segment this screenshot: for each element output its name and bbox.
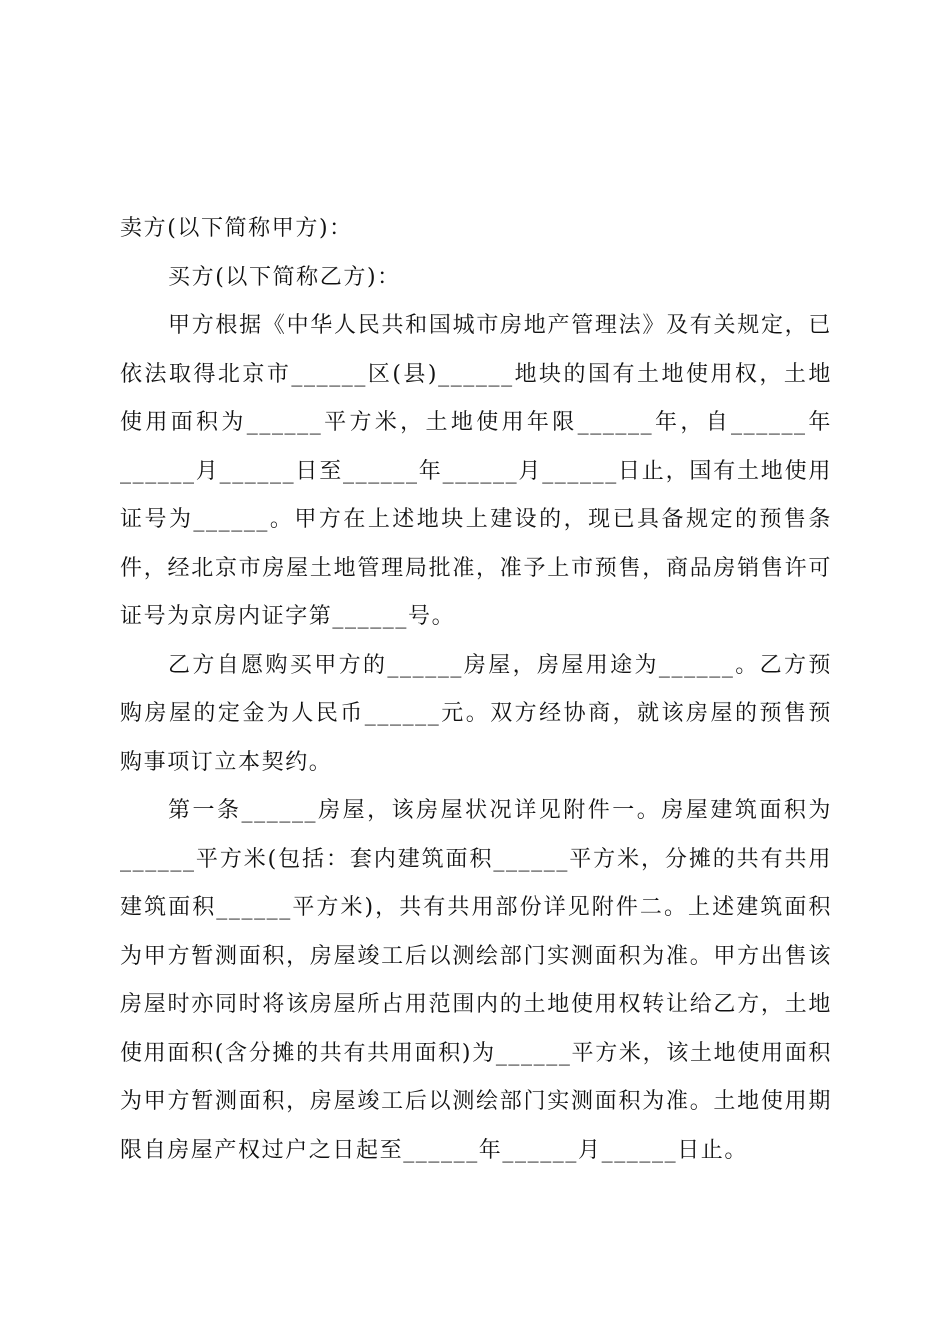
document-body	[120, 205, 832, 1175]
article-one-paragraph: 第一条______房屋，该房屋状况详见附件一。房屋建筑面积为______平方米(包括：套内建筑面积______平方米，分摊的共有共用建筑面积______平方米)，共有共用部份详见附件二。上述建筑面积为甲方暂测面积，房屋竣工后以测绘部门实测面积为准。甲方出售该房屋时亦同时将该房屋所占用范围内的土地使用权转让给乙方，土地使用面积(含分摊的共有共用面积)为______平方米，该土地使用面积为甲方暂测面积，房屋竣工后以测绘部门实测面积为准。土地使用期限自房屋产权过户之日起至______年______月______日止。	[120, 798, 832, 1163]
seller-line: 卖方(以下简称甲方)：	[120, 216, 353, 241]
purchase-intent-paragraph: 乙方自愿购买甲方的______房屋，房屋用途为______。乙方预购房屋的定金为人民币______元。双方经协商，就该房屋的预售预购事项订立本契约。	[120, 652, 832, 775]
preamble-paragraph: 甲方根据《中华人民共和国城市房地产管理法》及有关规定，已依法取得北京市______区(县)______地块的国有土地使用权，土地使用面积为______平方米，土地使用年限______年，自______年______月______日至______年______月______日止，国有土地使用证号为______。甲方在上述地块上建设的，现已具备规定的预售条件，经北京市房屋土地管理局批准，准予上市预售，商品房销售许可证号为京房内证字第______号。	[120, 313, 832, 629]
buyer-line: 买方(以下简称乙方)：	[168, 264, 401, 290]
